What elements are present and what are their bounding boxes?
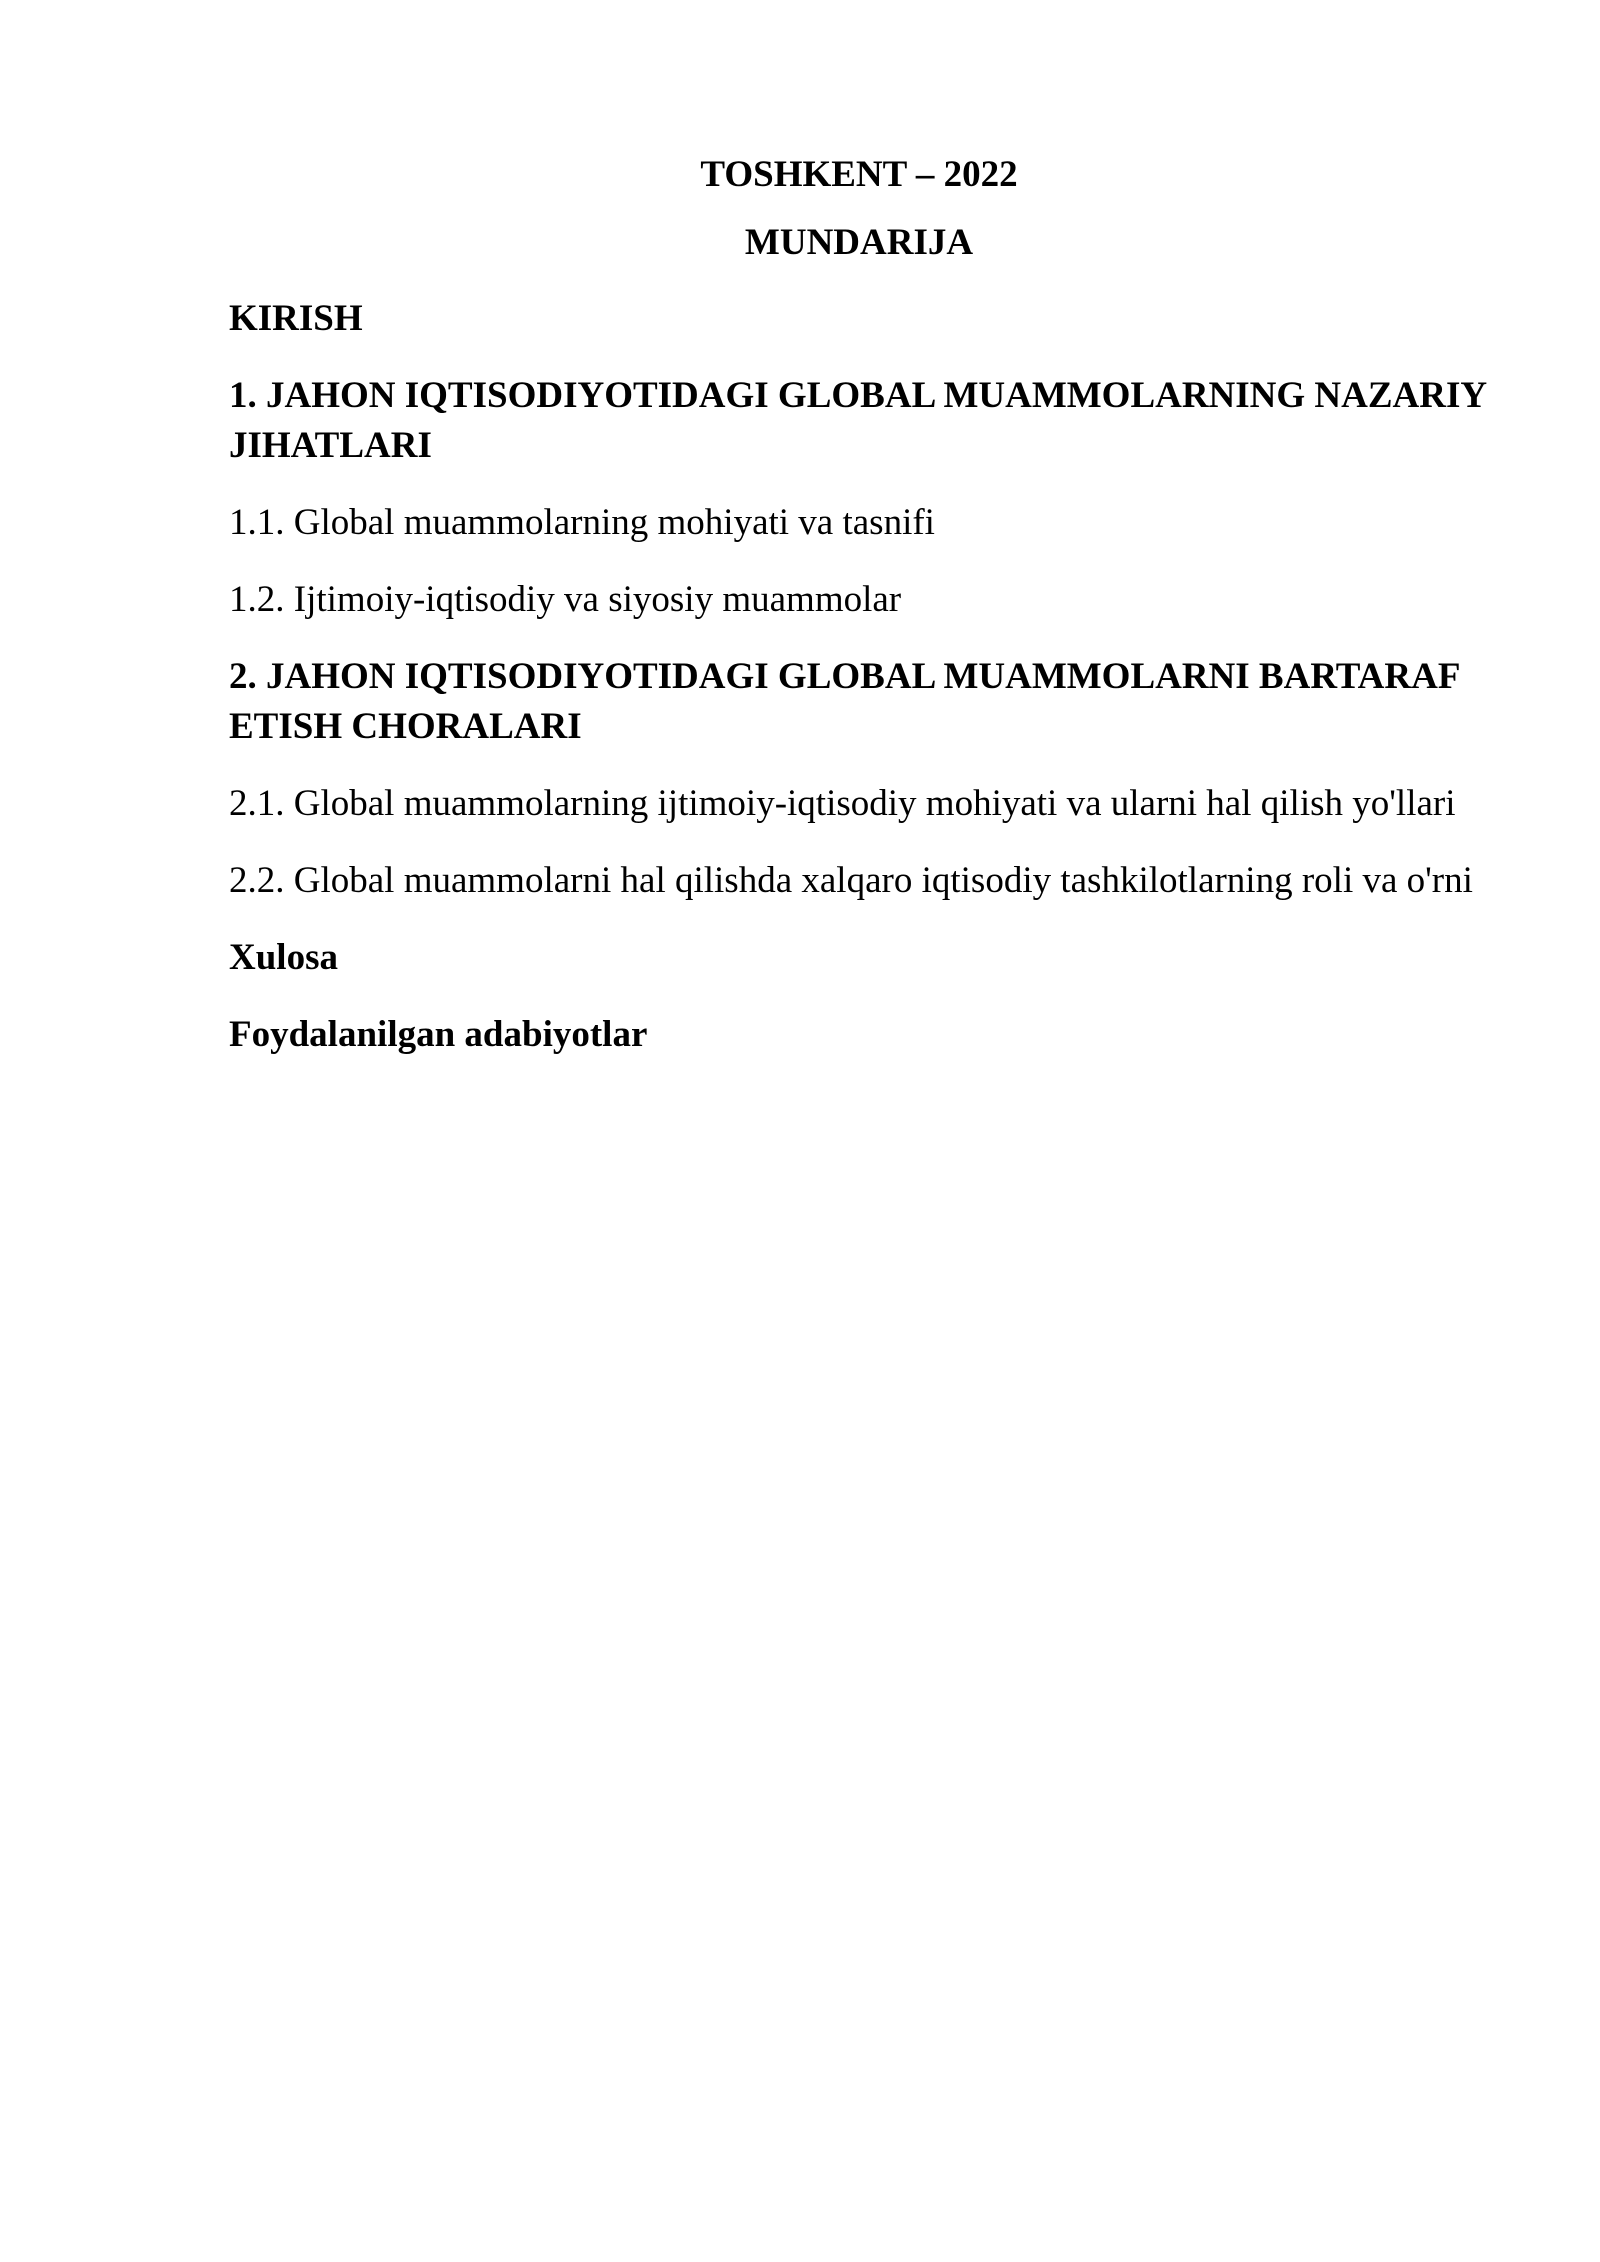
toc-item-section-1-1: 1.1. Global muammolarning mohiyati va tasnifi bbox=[229, 502, 935, 543]
page-content bbox=[229, 150, 1489, 1087]
toc-item-section-2-2: 2.2. Global muammolarni hal qilishda xalqaro iqtisodiy tashkilotlarning roli va o'rni bbox=[229, 860, 1473, 901]
toc-item-references: Foydalanilgan adabiyotlar bbox=[229, 1014, 648, 1055]
toc-item-section-2-1: 2.1. Global muammolarning ijtimoiy-iqtisodiy mohiyati va ularni hal qilish yo'llari bbox=[229, 783, 1456, 824]
toc-item-chapter-1: 1. JAHON IQTISODIYOTIDAGI GLOBAL MUAMMOLARNING NAZARIY JIHATLARI bbox=[229, 375, 1486, 466]
toc-item-conclusion: Xulosa bbox=[229, 937, 338, 978]
toc-item-chapter-2: 2. JAHON IQTISODIYOTIDAGI GLOBAL MUAMMOLARNI BARTARAF ETISH CHORALARI bbox=[229, 656, 1460, 747]
toc-item-intro: KIRISH bbox=[229, 298, 363, 339]
toc-item-section-1-2: 1.2. Ijtimoiy-iqtisodiy va siyosiy muammolar bbox=[229, 579, 902, 620]
toc-title: MUNDARIJA bbox=[744, 222, 974, 263]
city-year-heading: TOSHKENT – 2022 bbox=[700, 154, 1018, 195]
